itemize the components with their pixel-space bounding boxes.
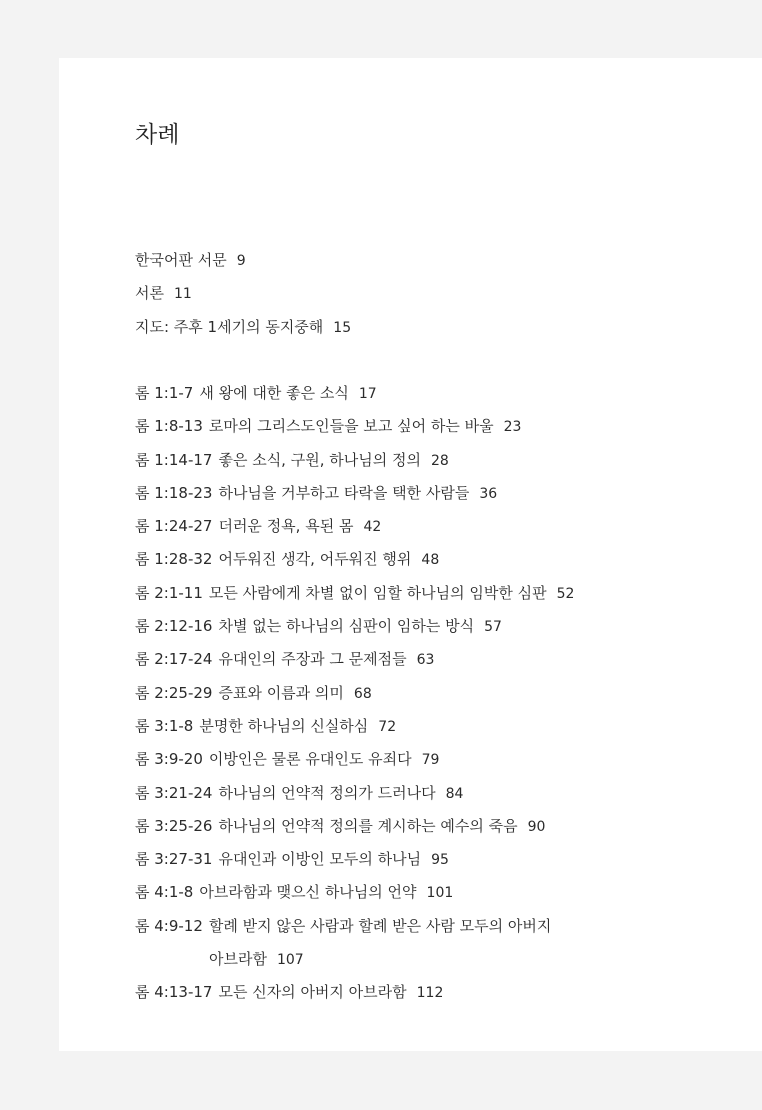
toc-scripture-ref: 롬 3:1-8 xyxy=(135,716,194,735)
toc-scripture-ref: 롬 1:1-7 xyxy=(135,384,194,402)
toc-page-number: 48 xyxy=(421,552,440,569)
toc-entry-text: 유대인과 이방인 모두의 하나님 xyxy=(218,850,422,869)
toc-entry xyxy=(135,710,574,743)
toc-entry-text: 하나님의 언약적 정의가 드러나다 xyxy=(218,783,436,802)
toc-entry-text: 새 왕에 대한 좋은 소식 xyxy=(199,384,349,402)
toc-entry xyxy=(135,777,574,810)
toc-entry-text: 증표와 이름과 의미 xyxy=(218,683,344,702)
toc-entry-text: 하나님을 거부하고 타락을 택한 사람들 xyxy=(218,483,470,502)
toc-scripture-ref: 롬 1:28-32 xyxy=(135,550,213,569)
toc-scripture-ref: 롬 2:1-11 xyxy=(135,583,203,602)
toc-entry xyxy=(135,377,574,410)
toc-entry-text: 할례 받지 않은 사람과 할례 받은 사람 모두의 아버지 xyxy=(208,916,552,935)
toc-entry-text: 유대인의 주장과 그 문제점들 xyxy=(218,650,407,669)
toc-scripture-ref: 롬 3:25-26 xyxy=(135,816,213,835)
toc-scripture-ref: 롬 3:21-24 xyxy=(135,783,213,802)
toc-entry xyxy=(135,910,574,943)
toc-scripture-ref: 롬 2:17-24 xyxy=(135,650,213,669)
toc-entry-text: 지도: 주후 1세기의 동지중해 xyxy=(135,317,324,336)
toc-entry xyxy=(135,677,574,710)
toc-entry xyxy=(135,543,574,576)
toc-entry xyxy=(135,477,574,510)
toc-page-number: 107 xyxy=(276,952,304,969)
toc-entry xyxy=(135,244,351,277)
toc-entry xyxy=(135,311,351,344)
toc-page-number: 90 xyxy=(527,818,546,835)
toc-entry-text: 어두워진 생각, 어두워진 행위 xyxy=(218,550,412,569)
toc-entry-text: 차별 없는 하나님의 심판이 임하는 방식 xyxy=(218,617,475,636)
toc-scripture-ref: 롬 2:12-16 xyxy=(135,617,213,636)
toc-page-number: 79 xyxy=(421,752,440,769)
toc-page-number: 52 xyxy=(556,585,575,602)
toc-entry-text: 한국어판 서문 xyxy=(135,251,227,269)
toc-entry-text: 하나님의 언약적 정의를 계시하는 예수의 죽음 xyxy=(218,816,518,835)
toc-scripture-ref: 롬 3:27-31 xyxy=(135,850,213,869)
toc-scripture-ref: 롬 1:8-13 xyxy=(135,417,203,436)
toc-page-number: 36 xyxy=(479,485,498,502)
toc-page-number: 42 xyxy=(363,519,382,536)
toc-entry xyxy=(135,277,351,310)
front-matter-list xyxy=(135,244,351,344)
toc-page-number: 101 xyxy=(426,885,454,902)
toc-entry-text: 서론 xyxy=(135,284,164,303)
toc-entry xyxy=(135,843,574,876)
toc-page-number: 57 xyxy=(484,619,502,636)
toc-page-number: 9 xyxy=(236,253,246,269)
toc-scripture-ref: 롬 4:13-17 xyxy=(135,983,213,1002)
toc-entry xyxy=(135,510,574,543)
toc-page-number: 11 xyxy=(173,286,192,303)
toc-page-number: 63 xyxy=(416,652,435,669)
toc-entry-text: 모든 사람에게 차별 없이 임할 하나님의 임박한 심판 xyxy=(208,583,547,602)
toc-page-number: 17 xyxy=(358,386,377,402)
toc-page-number: 23 xyxy=(503,419,522,436)
chapter-list xyxy=(135,377,574,1010)
toc-page-number: 112 xyxy=(416,985,444,1002)
toc-entry-text: 모든 신자의 아버지 아브라함 xyxy=(218,983,407,1002)
toc-entry xyxy=(135,444,574,477)
toc-entry xyxy=(135,410,574,443)
toc-scripture-ref: 롬 2:25-29 xyxy=(135,683,213,702)
toc-entry-text: 아브라함과 맺으신 하나님의 언약 xyxy=(199,883,417,902)
toc-page-number: 72 xyxy=(378,718,397,735)
toc-entry-text: 이방인은 물론 유대인도 유죄다 xyxy=(208,750,412,769)
toc-page-number: 95 xyxy=(431,852,449,869)
toc-entry xyxy=(135,643,574,676)
toc-entry xyxy=(135,577,574,610)
toc-scripture-ref: 롬 4:1-8 xyxy=(135,883,194,902)
toc-entry xyxy=(135,810,574,843)
toc-page-number: 68 xyxy=(353,685,372,702)
toc-entry xyxy=(135,876,574,909)
toc-entry xyxy=(135,976,574,1009)
toc-entry xyxy=(135,610,574,643)
toc-page-number: 28 xyxy=(430,452,449,469)
toc-scripture-ref: 롬 1:18-23 xyxy=(135,483,213,502)
toc-entry-continuation xyxy=(135,943,574,976)
toc-scripture-ref: 롬 4:9-12 xyxy=(135,916,203,935)
toc-scripture-ref: 롬 1:24-27 xyxy=(135,517,213,536)
toc-entry-text: 더러운 정욕, 욕된 몸 xyxy=(218,517,354,536)
toc-scripture-ref: 롬 1:14-17 xyxy=(135,450,213,469)
toc-entry xyxy=(135,743,574,776)
toc-entry-text: 아브라함 xyxy=(209,950,267,969)
page-title: 차례 xyxy=(135,122,180,148)
toc-page-number: 84 xyxy=(445,785,464,802)
toc-entry-text: 좋은 소식, 구원, 하나님의 정의 xyxy=(218,450,421,469)
toc-entry-text: 분명한 하나님의 신실하심 xyxy=(199,716,369,735)
toc-page-number: 15 xyxy=(333,319,352,336)
toc-scripture-ref: 롬 3:9-20 xyxy=(135,750,203,769)
toc-entry-text: 로마의 그리스도인들을 보고 싶어 하는 바울 xyxy=(208,417,494,436)
